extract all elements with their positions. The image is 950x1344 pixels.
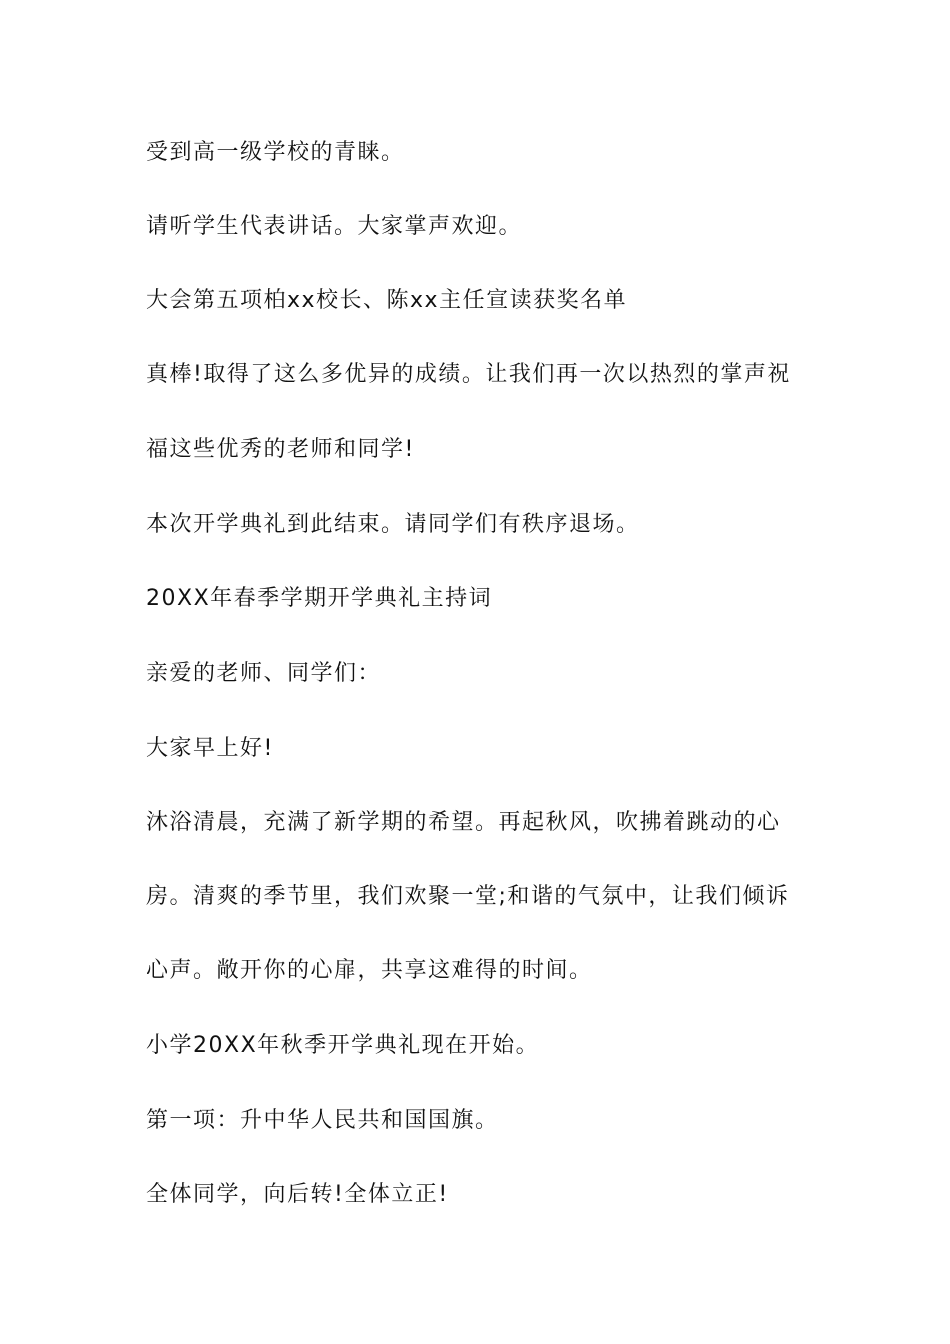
- paragraph-line: 第一项：升中华人民共和国国旗。: [146, 1108, 499, 1133]
- paragraph-line: 房。清爽的季节里，我们欢聚一堂;和谐的气氛中，让我们倾诉: [146, 884, 790, 909]
- paragraph-line: 福这些优秀的老师和同学!: [146, 437, 415, 462]
- paragraph-line: 沐浴清晨，充满了新学期的希望。再起秋风，吹拂着跳动的心: [146, 810, 781, 835]
- paragraph-line: 真棒!取得了这么多优异的成绩。让我们再一次以热烈的掌声祝: [146, 362, 791, 387]
- paragraph-line: 全体同学，向后转!全体立正!: [146, 1182, 449, 1207]
- paragraph-line: 心声。敞开你的心扉，共享这难得的时间。: [146, 958, 593, 983]
- paragraph-line: 大会第五项柏xx校长、陈xx主任宣读获奖名单: [146, 288, 628, 313]
- paragraph-line: 本次开学典礼到此结束。请同学们有秩序退场。: [146, 512, 640, 537]
- section-heading: 20XX年春季学期开学典礼主持词: [146, 586, 493, 611]
- paragraph-line: 受到高一级学校的青睐。: [146, 140, 405, 165]
- salutation-line: 亲爱的老师、同学们：: [146, 661, 382, 686]
- paragraph-line: 小学20XX年秋季开学典礼现在开始。: [146, 1033, 540, 1058]
- greeting-line: 大家早上好!: [146, 736, 274, 761]
- paragraph-line: 请听学生代表讲话。大家掌声欢迎。: [146, 214, 523, 239]
